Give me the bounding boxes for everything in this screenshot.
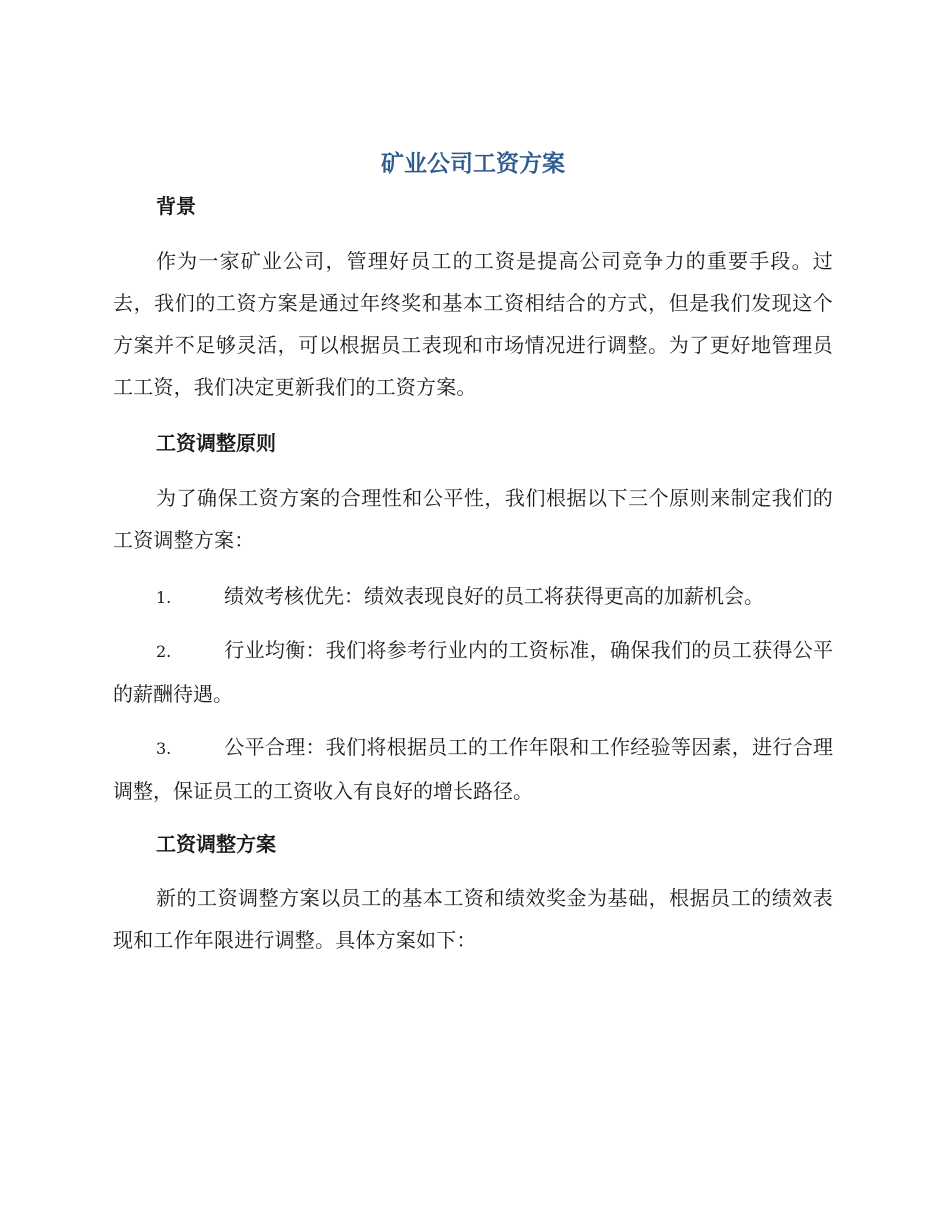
list-item-1 — [113, 575, 833, 619]
list-number: 2. — [156, 642, 172, 661]
section-heading-plan: 工资调整方案 — [156, 832, 276, 856]
section-heading-background: 背景 — [156, 194, 196, 218]
list-item-text: 绩效考核优先：绩效表现良好的员工将获得更高的加薪机会。 — [224, 584, 764, 608]
list-number: 3. — [156, 739, 172, 758]
document-title: 矿业公司工资方案 — [381, 151, 565, 177]
list-number: 1. — [156, 588, 172, 607]
list-item-2 — [113, 629, 833, 715]
paragraph-background: 作为一家矿业公司，管理好员工的工资是提高公司竞争力的重要手段。过去，我们的工资方案是通过年终奖和基本工资相结合的方式，但是我们发现这个方案并不足够灵活，可以根据员工表现和市场情况进行调整。为了更好地管理员工工资，我们决定更新我们的工资方案。 — [113, 249, 833, 399]
list-item-text: 公平合理：我们将根据员工的工作年限和工作经验等因素，进行合理调整，保证员工的工资收入有良好的增长路径。 — [113, 735, 833, 803]
list-item-3 — [113, 726, 833, 812]
section-heading-principles: 工资调整原则 — [156, 431, 276, 455]
list-item-text: 行业均衡：我们将参考行业内的工资标准，确保我们的员工获得公平的薪酬待遇。 — [113, 638, 833, 706]
paragraph-principles: 为了确保工资方案的合理性和公平性，我们根据以下三个原则来制定我们的工资调整方案： — [113, 486, 833, 552]
paragraph-plan: 新的工资调整方案以员工的基本工资和绩效奖金为基础，根据员工的绩效表现和工作年限进行调整。具体方案如下： — [113, 886, 833, 952]
